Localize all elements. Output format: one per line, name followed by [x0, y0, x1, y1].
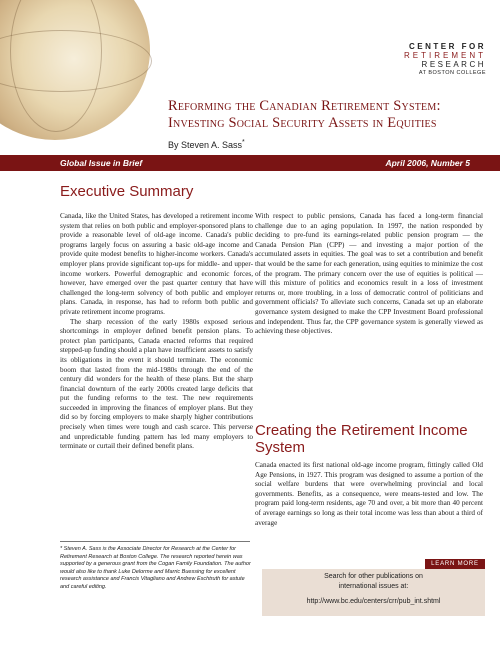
- logo-line1: CENTER FOR: [409, 42, 486, 51]
- author-footnote: * Steven A. Sass is the Associate Director for Research at the Center for Retirement Research at Boston College. The research reported herein was supported by a generous grant from the Cogan Family Foundation. The author would also like to thank Luke Delorme and Marric Buessing for excellent research assistance and Francis Vitagliano and Andrew Eschtruth for astute and careful editing.: [60, 546, 251, 590]
- section-heading-executive-summary: Executive Summary: [60, 183, 194, 200]
- author-name: By Steven A. Sass: [168, 140, 243, 150]
- author-byline: [168, 139, 245, 150]
- author-footnote-mark: *: [242, 139, 245, 146]
- page-title: [168, 98, 488, 132]
- paragraph: Canada enacted its first national old-age income program, fittingly called Old Age Pensions, in 1927. This program was designed to assume a portion of the social welfare burdens that were overwhelming provincial and local governments. Benefits, as a consequence, were means-tested and low. The program paid long-term residents, age 70 and over, a bit more than 40 percent of average earnings so long as their total income was less than about a third of average: [255, 461, 483, 527]
- logo-line2: RETIREMENT: [404, 51, 486, 60]
- title-line2: Investing Social Security Assets in Equities: [168, 115, 437, 131]
- learn-more-tag: LEARN MORE: [425, 559, 485, 569]
- issue-date: April 2006, Number 5: [385, 158, 470, 168]
- paragraph: Canada, like the United States, has developed a retirement income system that relies on both public and employer-sponsored plans to provide a reasonable level of old-age income. Canada's public programs largely focus on assuring a basic old-age income and provide quite modest benefits to higher-income workers. Canada's employer plans provide significant top-ups for middle- and upper-income workers. Powerful demographic and economic forces, however, have emerged over the past quarter century that have challenged the long-term solvency of both public and employer plans. Canada, in response, has had to reform both public and private retirement income programs.: [60, 212, 253, 316]
- title-line1: Reforming the Canadian Retirement System:: [168, 98, 441, 114]
- learn-more-url[interactable]: http://www.bc.edu/centers/crr/pub_int.shtml: [306, 598, 441, 605]
- right-column-top: [255, 212, 483, 337]
- logo-line3: RESEARCH: [421, 60, 486, 69]
- learn-more-line1: Search for other publications on: [324, 573, 423, 580]
- footnote-divider: [60, 541, 250, 542]
- issue-banner: [0, 155, 500, 171]
- learn-more-box: [262, 569, 485, 616]
- crr-logo: [404, 42, 486, 76]
- paragraph: With respect to public pensions, Canada has faced a long-term financial challenge due to an aging population. In 1997, the nation responded by deciding to pre-fund its earnings-related public pension program — the Canada Pension Plan (CPP) — and investing a major portion of the accumulated assets in equities. The goal was to set a contribution and benefit that would be the same for each generation, using equities to minimize the cost of the program. The primary concern over the use of equities is political — will this mixture of politics and economics result in a loss of investment returns or, more troubling, in a loss of democratic control of politicians and government officials? To alleviate such concerns, Canada set up an elaborate governance system designed to make the CPP Investment Board professional and independent. Thus far, the CPP governance system is generally viewed as achieving these objectives.: [255, 212, 483, 336]
- series-label: Global Issue in Brief: [60, 158, 143, 168]
- paragraph: The sharp recession of the early 1980s exposed serious shortcomings in employer defined benefit pension plans. To protect plan participants, Canada enacted reforms that required stepped-up funding should a plan have insufficient assets to satisfy its obligations in the event it should terminate. The economic boom that lasted from the mid-1980s through the end of the century did wonders for the health of these plans. But the sharp financial downturn of the early 2000s created large deficits that put the funding reforms to the test. The new requirements succeeded in improving the finances of employer plans. But they did so by forcing employers to make sharply higher contributions precisely when times were tough and cash scarce. This perverse and unpredictable funding pattern has led many employers to terminate or curtail their defined benefit plans.: [60, 317, 253, 451]
- logo-line4: AT BOSTON COLLEGE: [418, 70, 486, 76]
- right-column-bottom: [255, 461, 483, 528]
- section-heading-creating: Creating the Retirement Income System: [255, 422, 468, 456]
- learn-more-line2: international issues at:: [338, 583, 409, 590]
- left-column: [60, 212, 253, 452]
